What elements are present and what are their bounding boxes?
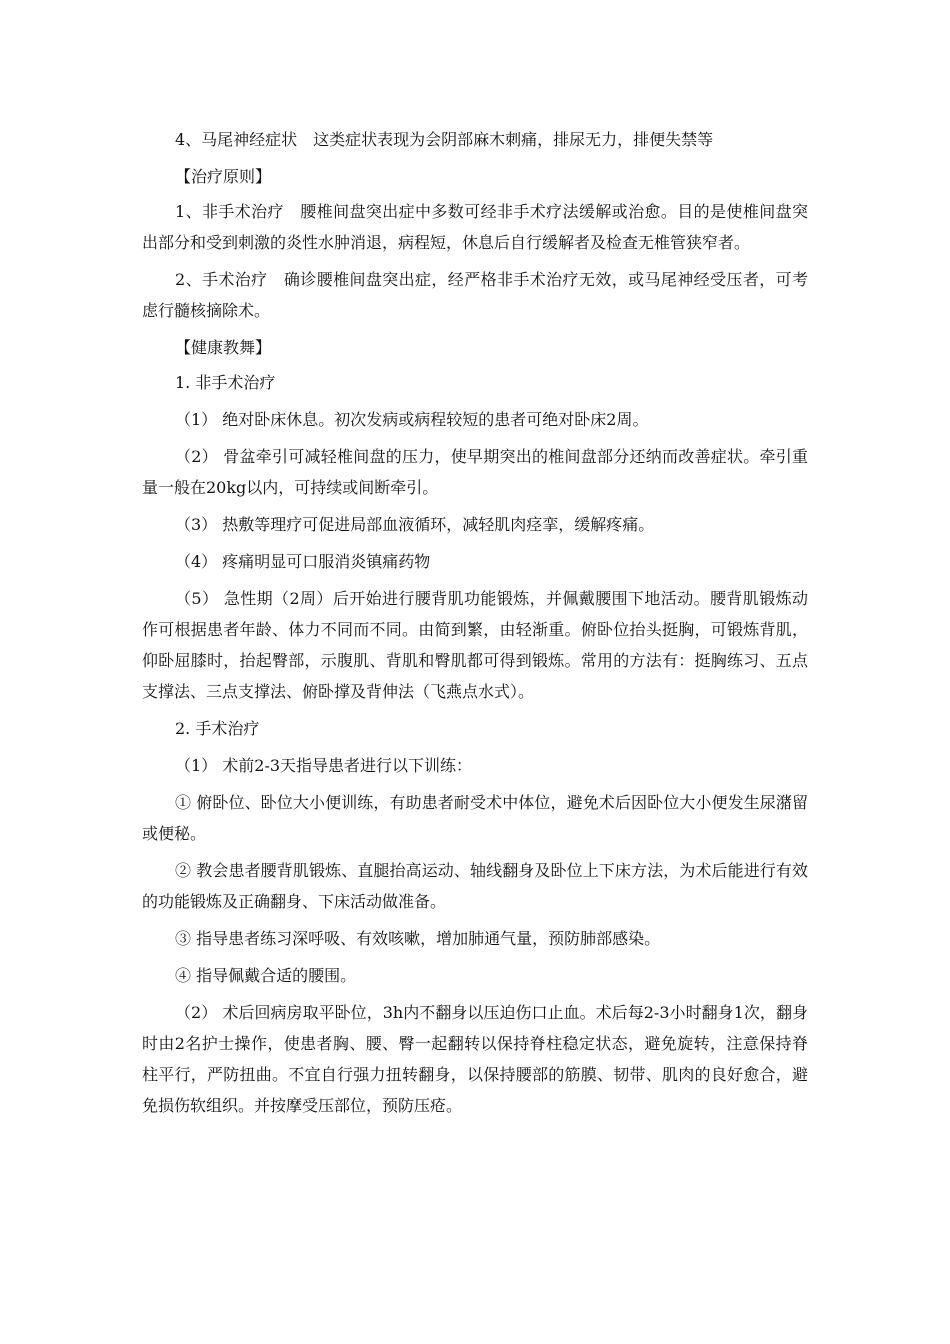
list-item-breathing-practice: ③ 指导患者练习深呼吸、有效咳嗽，增加肺通气量，预防肺部感染。 [175,929,661,948]
subheading-surgical: 2. 手术治疗 [175,719,260,738]
list-item-postop-position: （2） 术后回病房取平卧位，3h内不翻身以压迫伤口止血。术后每2-3小时翻身1次，翻身时由2名护士操作，使患者胸、腰、臀一起翻转以保持脊柱稳定状态，避免旋转，注意保持脊柱平行，严防扭曲。不宜自行强力扭转翻身，以保持腰部的筋膜、韧带、肌肉的良好愈合，避免损伤软组织。并按摩受压部位，预防压疮。 [142,1003,808,1115]
list-item-prone-toilet-training: ① 俯卧位、卧位大小便训练，有助患者耐受术中体位，避免术后因卧位大小便发生尿潴留或便秘。 [142,793,808,843]
list-item-teach-exercises: ② 教会患者腰背肌锻炼、直腿抬高运动、轴线翻身及卧位上下床方法，为术后能进行有效的功能锻炼及正确翻身、下床活动做准备。 [142,861,808,911]
document-page [142,124,808,1127]
list-item-wear-waist-support: ④ 指导佩戴合适的腰围。 [175,966,357,985]
paragraph-nonsurgical-treatment: 1、非手术治疗 腰椎间盘突出症中多数可经非手术疗法缓解或治愈。目的是使椎间盘突出部分和受到刺激的炎性水肿消退，病程短，休息后自行缓解者及检查无椎管狭窄者。 [142,202,808,252]
list-item-pain-medication: （4） 疼痛明显可口服消炎镇痛药物 [175,552,431,571]
list-item-hot-compress: （3） 热敷等理疗可促进局部血液循环，减轻肌肉痉挛，缓解疼痛。 [175,515,655,534]
list-item-bed-rest: （1） 绝对卧床休息。初次发病或病程较短的患者可绝对卧床2周。 [175,410,649,429]
list-item-back-exercise: （5） 急性期（2周）后开始进行腰背肌功能锻炼，并佩戴腰围下地活动。腰背肌锻炼动作可根据患者年龄、体力不同而不同。由简到繁，由轻渐重。俯卧位抬头挺胸，可锻炼背肌，仰卧屈膝时，抬起臀部，示腹肌、背肌和臀肌都可得到锻炼。常用的方法有：挺胸练习、五点支撑法、三点支撑法、俯卧撑及背伸法（飞燕点水式）。 [142,589,808,701]
list-item-preop-training: （1） 术前2-3天指导患者进行以下训练： [175,756,473,775]
list-item-pelvic-traction: （2） 骨盆牵引可减轻椎间盘的压力，使早期突出的椎间盘部分还纳而改善症状。牵引重量一般在20kg以内，可持续或间断牵引。 [142,447,808,497]
paragraph-cauda-equina-symptoms: 4、马尾神经症状 这类症状表现为会阴部麻木刺痛，排尿无力，排便失禁等 [175,130,714,149]
subheading-nonsurgical: 1. 非手术治疗 [175,373,276,392]
heading-treatment-principles: 【治疗原则】 [175,167,272,186]
paragraph-surgical-treatment: 2、手术治疗 确诊腰椎间盘突出症，经严格非手术治疗无效，或马尾神经受压者，可考虑行髓核摘除术。 [142,270,808,320]
heading-health-education: 【健康教舞】 [175,338,272,357]
